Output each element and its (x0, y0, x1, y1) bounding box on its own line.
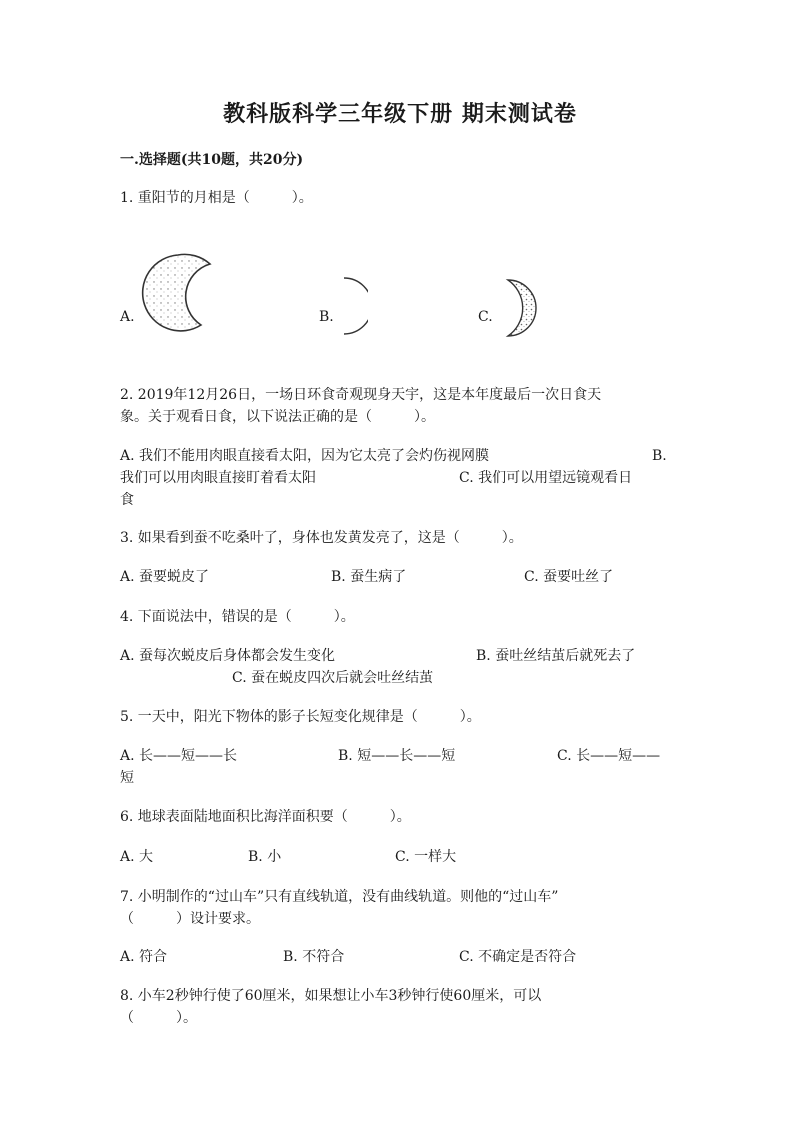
q4-option-c: C. 蚕在蜕皮四次后就会吐丝结茧 (232, 670, 434, 686)
question-6: 6. 地球表面陆地面积比海洋面积要（ ）。 (120, 809, 411, 825)
question-7 (120, 886, 680, 930)
question-2-line-2: 象。关于观看日食，以下说法正确的是（ ）。 (120, 409, 435, 425)
q2-option-b: 我们可以用肉眼直接盯着看太阳 (120, 470, 316, 486)
section-heading: 一.选择题(共10题，共20分) (120, 152, 304, 168)
first-quarter-moon-icon (500, 278, 542, 338)
question-3: 3. 如果看到蚕不吃桑叶了，身体也发黄发亮了，这是（ ）。 (120, 530, 523, 546)
q4-option-a: A. 蚕每次蜕皮后身体都会发生变化 (120, 648, 336, 664)
q7-option-b: B. 不符合 (283, 949, 345, 965)
q5-option-a: A. 长——短——长 (120, 748, 238, 764)
q3-option-b: B. 蚕生病了 (331, 569, 407, 585)
q2-option-c: C. 我们可以用望远镜观看日 (459, 470, 633, 486)
question-5: 5. 一天中，阳光下物体的影子长短变化规律是（ ）。 (120, 709, 481, 725)
question-7-line-1: 7. 小明制作的“过山车”只有直线轨道，没有曲线轨道。则他的“过山车” (120, 889, 559, 905)
q1-option-a-label: A. (120, 309, 135, 325)
question-8 (120, 985, 680, 1029)
waning-gibbous-moon-icon (138, 252, 216, 334)
q6-option-a: A. 大 (120, 849, 154, 865)
q7-option-c: C. 不确定是否符合 (459, 949, 577, 965)
q1-option-b-label: B. (319, 309, 334, 325)
question-2 (120, 384, 680, 428)
question-7-line-2: （ ）设计要求。 (120, 911, 260, 927)
question-1: 1. 重阳节的月相是（ ）。 (120, 190, 313, 206)
q3-option-a: A. 蚕要蜕皮了 (120, 569, 210, 585)
page-title: 教科版科学三年级下册 期末测试卷 (223, 101, 577, 127)
crescent-moon-icon (338, 276, 368, 336)
q5-option-c: C. 长——短—— (557, 748, 661, 764)
q7-option-a: A. 符合 (120, 949, 168, 965)
question-8-line-2: （ ）。 (120, 1010, 197, 1026)
q1-option-c-label: C. (478, 309, 493, 325)
q6-option-b: B. 小 (248, 849, 282, 865)
q3-option-c: C. 蚕要吐丝了 (524, 569, 614, 585)
q5-option-b: B. 短——长——短 (338, 748, 456, 764)
q5-option-c-continuation: 短 (120, 770, 134, 786)
q4-option-b: B. 蚕吐丝结茧后就死去了 (476, 648, 636, 664)
q2-option-c-continuation: 食 (120, 492, 134, 508)
question-4: 4. 下面说法中，错误的是（ ）。 (120, 609, 355, 625)
q2-option-b-label: B. (652, 448, 667, 464)
q2-option-a: A. 我们不能用肉眼直接看太阳，因为它太亮了会灼伤视网膜 (120, 448, 490, 464)
q6-option-c: C. 一样大 (395, 849, 457, 865)
question-2-line-1: 2. 2019年12月26日，一场日环食奇观现身天宇，这是本年度最后一次日食天 (120, 387, 602, 403)
question-8-line-1: 8. 小车2秒钟行使了60厘米，如果想让小车3秒钟行使60厘米，可以 (120, 988, 542, 1004)
